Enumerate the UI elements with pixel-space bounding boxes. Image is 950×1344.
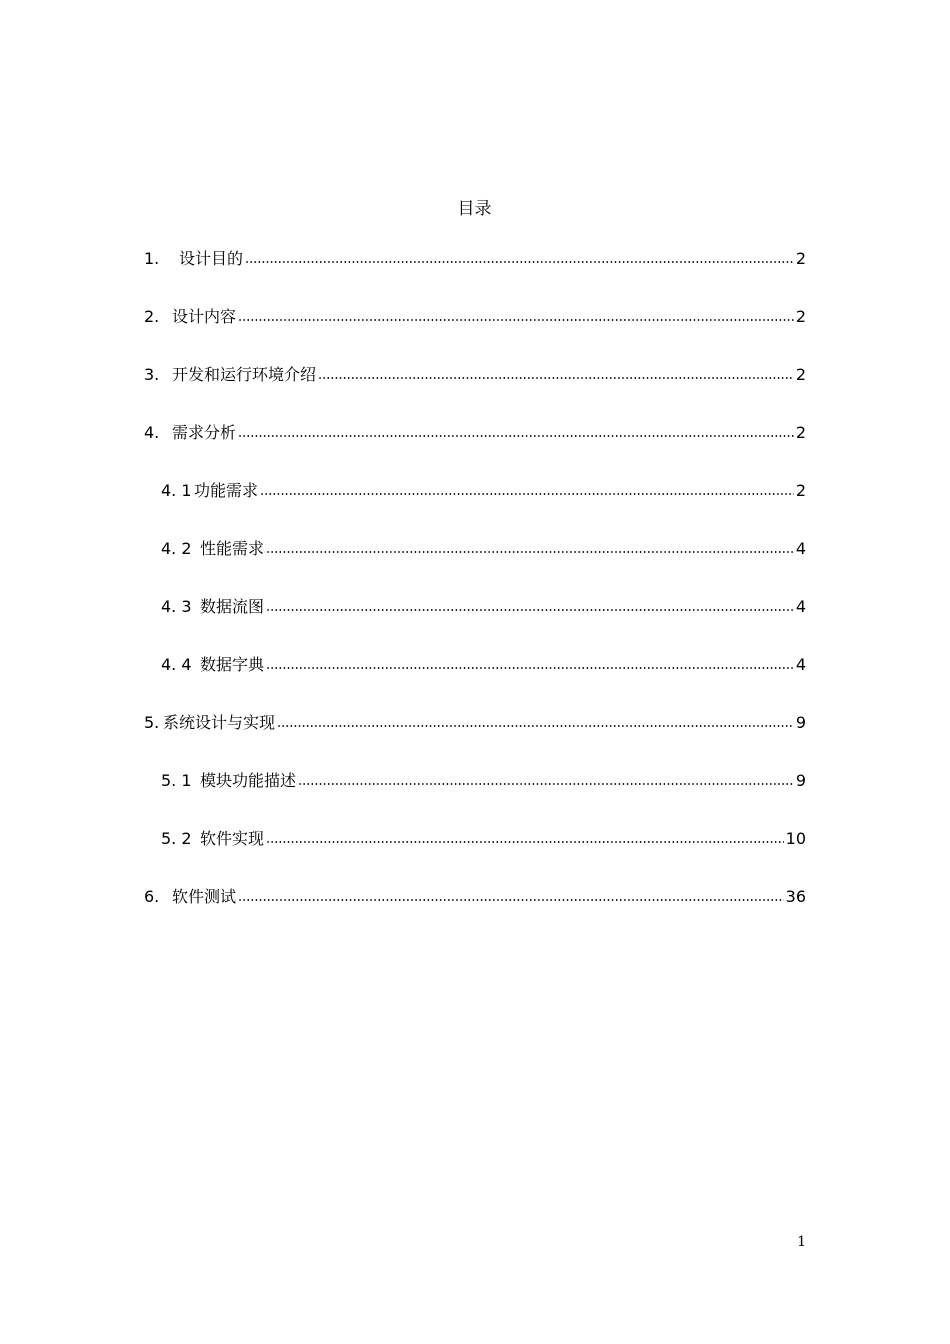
- toc-entry-5-1[interactable]: [144, 769, 806, 827]
- toc-entry-label: 系统设计与实现: [163, 713, 276, 732]
- toc-entry-label: 设计目的: [179, 249, 244, 268]
- toc-title-text: 目录: [457, 199, 492, 219]
- toc-entry-number: 1.: [144, 249, 160, 268]
- toc-entry-number: 5.: [144, 713, 160, 732]
- toc-entry-label: 数据字典: [200, 655, 265, 674]
- toc-entry-label: 功能需求: [194, 481, 259, 500]
- toc-entry-label: 开发和运行环境介绍: [172, 365, 317, 384]
- toc-entry-label: 需求分析: [172, 423, 237, 442]
- toc-entry-number: 2.: [144, 307, 160, 326]
- toc-entry-page: 2: [795, 481, 806, 500]
- toc-entry-number: 5. 1: [161, 771, 192, 790]
- dot-leader: [238, 887, 784, 903]
- page-number: 1: [797, 1234, 806, 1250]
- toc-entry-number: 6.: [144, 887, 160, 906]
- toc-entry-number: 5. 2: [161, 829, 192, 848]
- dot-leader: [298, 771, 794, 787]
- toc-entry-number: 4. 2: [161, 539, 192, 558]
- toc-entry-page: 2: [795, 365, 806, 384]
- toc-entry-4-1[interactable]: [144, 479, 806, 537]
- toc-entry-page: 10: [785, 829, 806, 848]
- dot-leader: [266, 655, 794, 671]
- toc-entry-page: 9: [795, 713, 806, 732]
- dot-leader: [238, 307, 794, 323]
- dot-leader: [238, 423, 794, 439]
- toc-entry-label: 设计内容: [172, 307, 237, 326]
- dot-leader: [260, 481, 794, 497]
- toc-entry-page: 2: [795, 423, 806, 442]
- dot-leader: [266, 539, 794, 555]
- toc-entry-number: 4. 4: [161, 655, 192, 674]
- toc-entry-label: 软件实现: [200, 829, 265, 848]
- toc-entry-number: 3.: [144, 365, 160, 384]
- toc-entry-2[interactable]: [144, 305, 806, 363]
- dot-leader: [245, 249, 794, 265]
- toc-entry-5-2[interactable]: [144, 827, 806, 885]
- toc-entry-label: 性能需求: [200, 539, 265, 558]
- toc-entry-page: 9: [795, 771, 806, 790]
- toc-entry-4-4[interactable]: [144, 653, 806, 711]
- toc-entry-1[interactable]: [144, 247, 806, 305]
- toc-entry-page: 4: [795, 655, 806, 674]
- toc-entry-number: 4.: [144, 423, 160, 442]
- toc-list: [144, 247, 806, 943]
- toc-entry-number: 4. 1: [161, 481, 192, 500]
- dot-leader: [266, 829, 784, 845]
- dot-leader: [318, 365, 794, 381]
- toc-entry-label: 模块功能描述: [200, 771, 297, 790]
- toc-entry-3[interactable]: [144, 363, 806, 421]
- toc-entry-page: 2: [795, 307, 806, 326]
- toc-entry-page: 36: [785, 887, 806, 906]
- toc-entry-number: 4. 3: [161, 597, 192, 616]
- dot-leader: [266, 597, 794, 613]
- toc-entry-5[interactable]: [144, 711, 806, 769]
- toc-entry-4[interactable]: [144, 421, 806, 479]
- toc-entry-page: 4: [795, 539, 806, 558]
- toc-entry-label: 数据流图: [200, 597, 265, 616]
- dot-leader: [277, 713, 794, 729]
- toc-entry-page: 4: [795, 597, 806, 616]
- toc-entry-label: 软件测试: [172, 887, 237, 906]
- toc-entry-6[interactable]: [144, 885, 806, 943]
- toc-entry-page: 2: [795, 249, 806, 268]
- toc-entry-4-2[interactable]: [144, 537, 806, 595]
- toc-entry-4-3[interactable]: [144, 595, 806, 653]
- toc-title: [0, 197, 950, 222]
